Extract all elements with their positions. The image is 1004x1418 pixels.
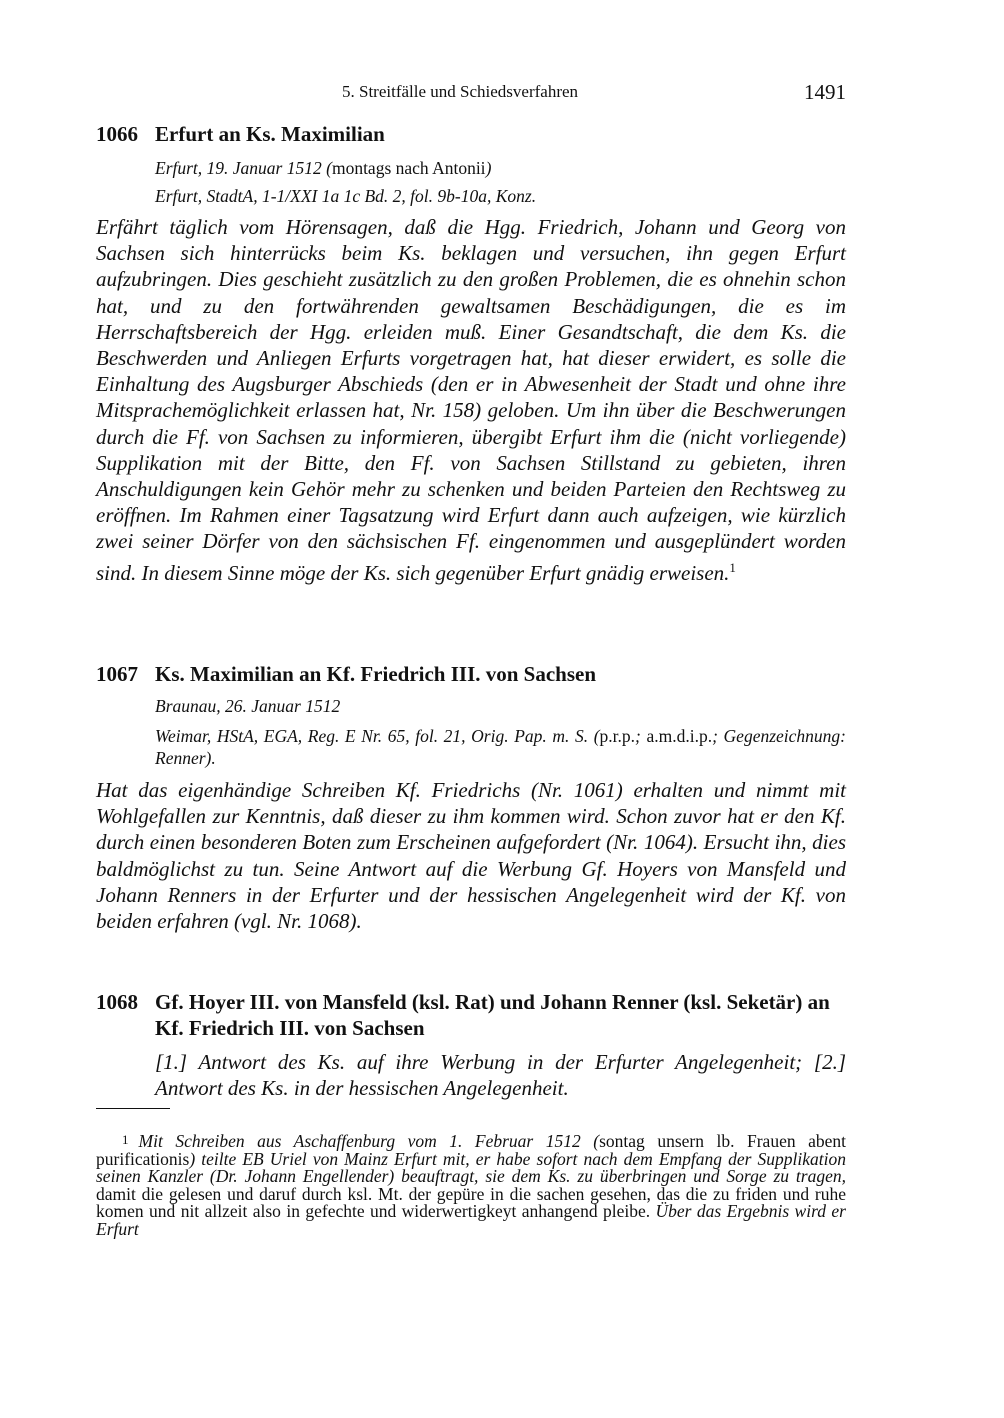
entry-place-date: Erfurt, 19. Januar 1512 (montags nach Antonii): [155, 158, 492, 178]
entry-regest: Hat das eigenhändige Schreiben Kf. Friedrichs (Nr. 1061) erhalten und nimmt mit Wohlgefallen zur Kenntnis, daß dieser zu ihm kommen wird. Schon zuvor hat er den Kf. durch einen besonderen Boten zum Erscheinen aufgefordert (Nr. 1064). Ersucht ihn, dies baldmöglichst zu tun. Seine Antwort auf die Werbung Gf. Hoyers von Mansfeld und Johann Renners in der Erfurter und der hessischen Angelegenheit wird der Kf. von beiden erfahren (vgl. Nr. 1068).: [96, 778, 846, 934]
entry-title: Gf. Hoyer III. von Mansfeld (ksl. Rat) und Johann Renner (ksl. Seketär) an Kf. Friedrich III. von Sachsen: [155, 990, 830, 1040]
page-number: 1491: [804, 80, 846, 104]
entry-place-date: Braunau, 26. Januar 1512: [155, 696, 341, 716]
footnote-mark: 1: [122, 1132, 129, 1147]
running-title: 5. Streitfälle und Schiedsverfahren: [342, 82, 579, 101]
entry-heading: [96, 121, 846, 147]
entry-source: Erfurt, StadtA, 1-1/XXI 1a 1c Bd. 2, fol. 9b-10a, Konz.: [155, 186, 537, 206]
footnote-reference[interactable]: 1: [729, 559, 736, 575]
entry-number: 1066: [96, 122, 138, 146]
entry-number: 1067: [96, 662, 138, 686]
footnote: 1 Mit Schreiben aus Aschaffenburg vom 1. Februar 1512 (sontag unsern lb. Frauen abent purificationis) teilte EB Uriel von Mainz Erfurt mit, er habe sofort nach dem Empfang der Supplikation seinen Kanzler (Dr. Johann Engellender) beauftragt, sie dem Ks. zu überbringen und Sorge zu tragen, damit die gelesen und daruf durch ksl. Mt. der gepüre in die sachen gesehen, das die zu friden und ruhe komen und nit allzeit also in gefechte und widerwertigkeyt anhangend pleibe. Über das Ergebnis wird er Erfurt: [96, 1131, 846, 1239]
entry-title: Ks. Maximilian an Kf. Friedrich III. von Sachsen: [155, 662, 597, 686]
running-head: [96, 80, 846, 108]
entry-summary: [1.] Antwort des Ks. auf ihre Werbung in der Erfurter Angelegenheit; [2.] Antwort des Ks. in der hessischen Angelegenheit.: [155, 1050, 846, 1100]
entry-heading: [96, 989, 846, 1041]
footnote-rule: [96, 1108, 170, 1109]
entry-source: Weimar, HStA, EGA, Reg. E Nr. 65, fol. 21, Orig. Pap. m. S. (p.r.p.; a.m.d.i.p.; Gegenzeichnung: Renner).: [155, 726, 846, 768]
entry-regest: Erfährt täglich vom Hörensagen, daß die Hgg. Friedrich, Johann und Georg von Sachsen sich hinterrücks beim Ks. beklagen und versuchen, ihn gegen Erfurt aufzubringen. Dies geschieht zusätzlich zu den großen Problemen, die es ohnehin schon hat, und zu den fortwährenden gewaltsamen Beschädigungen, die es im Herrschaftsbereich der Hgg. erleiden muß. Einer Gesandtschaft, die dem Ks. die Beschwerden und Anliegen Erfurts vorgetragen hat, hat dieser erwidert, es solle die Einhaltung des Augsburger Abschieds (den er in Abwesenheit der Stadt und ohne ihre Mitsprachemöglichkeit erlassen hat, Nr. 158) geloben. Um ihn über die Beschwerungen durch die Ff. von Sachsen zu informieren, übergibt Erfurt ihm die (nicht vorliegende) Supplikation mit der Bitte, den Ff. von Sachsen Stillstand zu gebieten, ihren Anschuldigungen kein Gehör mehr zu schenken und beiden Parteien den Rechtsweg zu eröffnen. Im Rahmen einer Tagsatzung wird Erfurt dann auch aufzeigen, wie kürzlich zwei seiner Dörfer von den sächsischen Ff. eingenommen und ausgeplündert worden sind. In diesem Sinne möge der Ks. sich gegenüber Erfurt gnädig erweisen.$^1$: [96, 215, 846, 585]
entry-title: Erfurt an Ks. Maximilian: [155, 122, 385, 146]
entry-number: 1068: [96, 990, 138, 1014]
entry-1067: [96, 661, 846, 934]
entry-1068: [96, 989, 846, 1101]
entry-1066: [96, 121, 846, 586]
entry-heading: [96, 661, 846, 687]
